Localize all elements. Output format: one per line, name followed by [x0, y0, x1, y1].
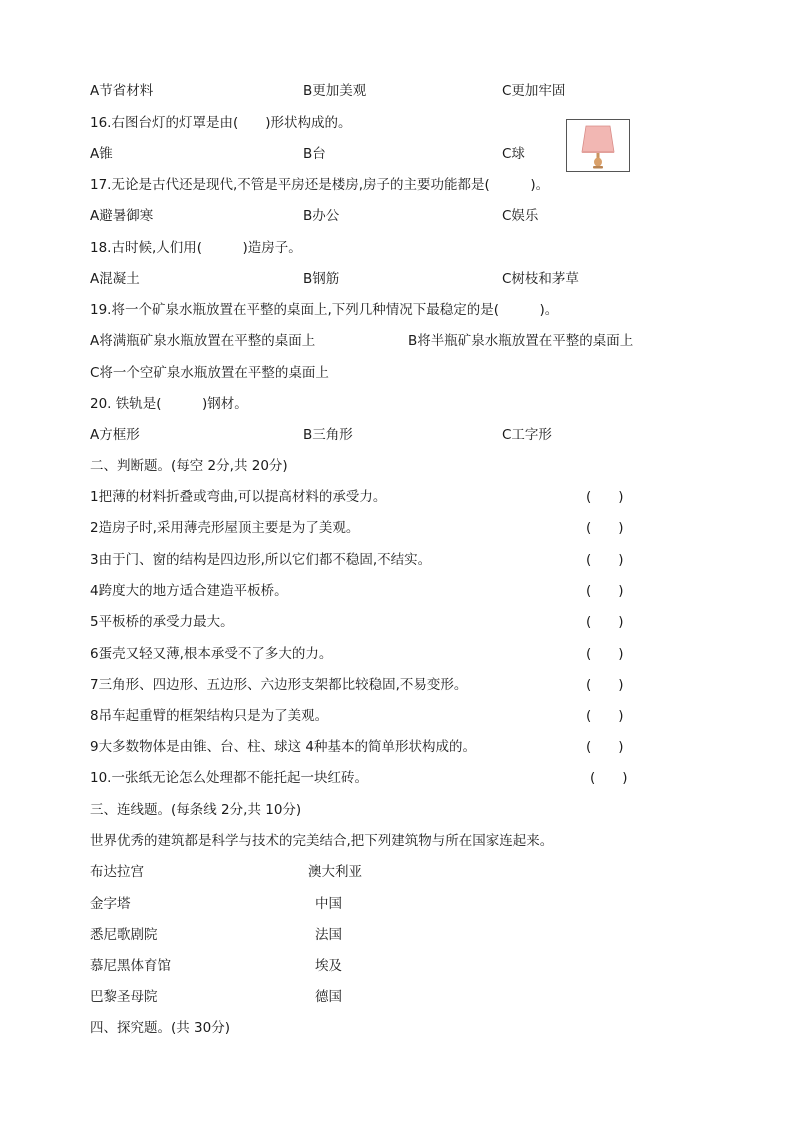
- judge-item-2: 2造房子时,采用薄壳形屋顶主要是为了美观。: [90, 520, 360, 536]
- q18-stem: 18.古时候,人们用( )造房子。: [90, 240, 302, 256]
- country-item-4[interactable]: 埃及: [315, 958, 342, 974]
- q15-option-c: C更加牢固: [502, 83, 566, 99]
- judge-answer-bracket-8[interactable]: ( ): [586, 708, 624, 724]
- judge-item-10: 10.一张纸无论怎么处理都不能托起一块红砖。: [90, 770, 368, 786]
- building-item-3[interactable]: 悉尼歌剧院: [90, 927, 158, 943]
- section3-intro: 世界优秀的建筑都是科学与技术的完美结合,把下列建筑物与所在国家连起来。: [90, 833, 554, 849]
- building-item-2[interactable]: 金字塔: [90, 896, 131, 912]
- judge-answer-bracket-3[interactable]: ( ): [586, 552, 624, 568]
- q20-option-a: A方框形: [90, 427, 140, 443]
- q20-option-c: C工字形: [502, 427, 552, 443]
- q18-option-c: C树枝和茅草: [502, 271, 579, 287]
- table-lamp-icon: [567, 120, 629, 171]
- section4-title: 四、探究题。(共 30分): [90, 1020, 231, 1036]
- building-item-4[interactable]: 慕尼黑体育馆: [90, 958, 171, 974]
- q17-stem: 17.无论是古代还是现代,不管是平房还是楼房,房子的主要功能都是( )。: [90, 177, 550, 193]
- judge-answer-bracket-7[interactable]: ( ): [586, 677, 624, 693]
- q19-option-c: C将一个空矿泉水瓶放置在平整的桌面上: [90, 365, 329, 381]
- q15-option-a: A节省材料: [90, 83, 154, 99]
- country-item-1[interactable]: 澳大利亚: [308, 864, 362, 880]
- country-item-2[interactable]: 中国: [315, 896, 342, 912]
- country-item-5[interactable]: 德国: [315, 989, 342, 1005]
- q18-option-a: A混凝土: [90, 271, 140, 287]
- judge-answer-bracket-9[interactable]: ( ): [586, 739, 624, 755]
- q16-stem: 16.右图台灯的灯罩是由( )形状构成的。: [90, 115, 352, 131]
- q19-stem: 19.将一个矿泉水瓶放置在平整的桌面上,下列几种情况下最稳定的是( )。: [90, 302, 559, 318]
- judge-item-4: 4跨度大的地方适合建造平板桥。: [90, 583, 288, 599]
- q17-option-b: B办公: [303, 208, 340, 224]
- section3-title: 三、连线题。(每条线 2分,共 10分): [90, 802, 302, 818]
- q19-option-a: A将满瓶矿泉水瓶放置在平整的桌面上: [90, 333, 316, 349]
- judge-item-7: 7三角形、四边形、五边形、六边形支架都比较稳固,不易变形。: [90, 677, 468, 693]
- q20-option-b: B三角形: [303, 427, 353, 443]
- judge-item-5: 5平板桥的承受力最大。: [90, 614, 234, 630]
- judge-item-1: 1把薄的材料折叠或弯曲,可以提高材料的承受力。: [90, 489, 387, 505]
- building-item-5[interactable]: 巴黎圣母院: [90, 989, 158, 1005]
- judge-item-3: 3由于门、窗的结构是四边形,所以它们都不稳固,不结实。: [90, 552, 432, 568]
- q16-option-a: A锥: [90, 146, 113, 162]
- judge-answer-bracket-4[interactable]: ( ): [586, 583, 624, 599]
- q16-option-c: C球: [502, 146, 525, 162]
- q19-option-b: B将半瓶矿泉水瓶放置在平整的桌面上: [408, 333, 634, 349]
- judge-answer-bracket-2[interactable]: ( ): [586, 520, 624, 536]
- q17-option-c: C娱乐: [502, 208, 539, 224]
- table-lamp-image: [566, 119, 630, 172]
- judge-answer-bracket-10[interactable]: ( ): [590, 770, 628, 786]
- building-item-1[interactable]: 布达拉宫: [90, 864, 144, 880]
- judge-item-9: 9大多数物体是由锥、台、柱、球这 4种基本的简单形状构成的。: [90, 739, 476, 755]
- section2-title: 二、判断题。(每空 2分,共 20分): [90, 458, 288, 474]
- q20-stem: 20. 铁轨是( )钢材。: [90, 396, 248, 412]
- q17-option-a: A避暑御寒: [90, 208, 154, 224]
- q16-option-b: B台: [303, 146, 326, 162]
- country-item-3[interactable]: 法国: [315, 927, 342, 943]
- judge-answer-bracket-5[interactable]: ( ): [586, 614, 624, 630]
- judge-item-8: 8吊车起重臂的框架结构只是为了美观。: [90, 708, 329, 724]
- q18-option-b: B钢筋: [303, 271, 340, 287]
- judge-answer-bracket-1[interactable]: ( ): [586, 489, 624, 505]
- q15-option-b: B更加美观: [303, 83, 367, 99]
- judge-item-6: 6蛋壳又轻又薄,根本承受不了多大的力。: [90, 646, 333, 662]
- judge-answer-bracket-6[interactable]: ( ): [586, 646, 624, 662]
